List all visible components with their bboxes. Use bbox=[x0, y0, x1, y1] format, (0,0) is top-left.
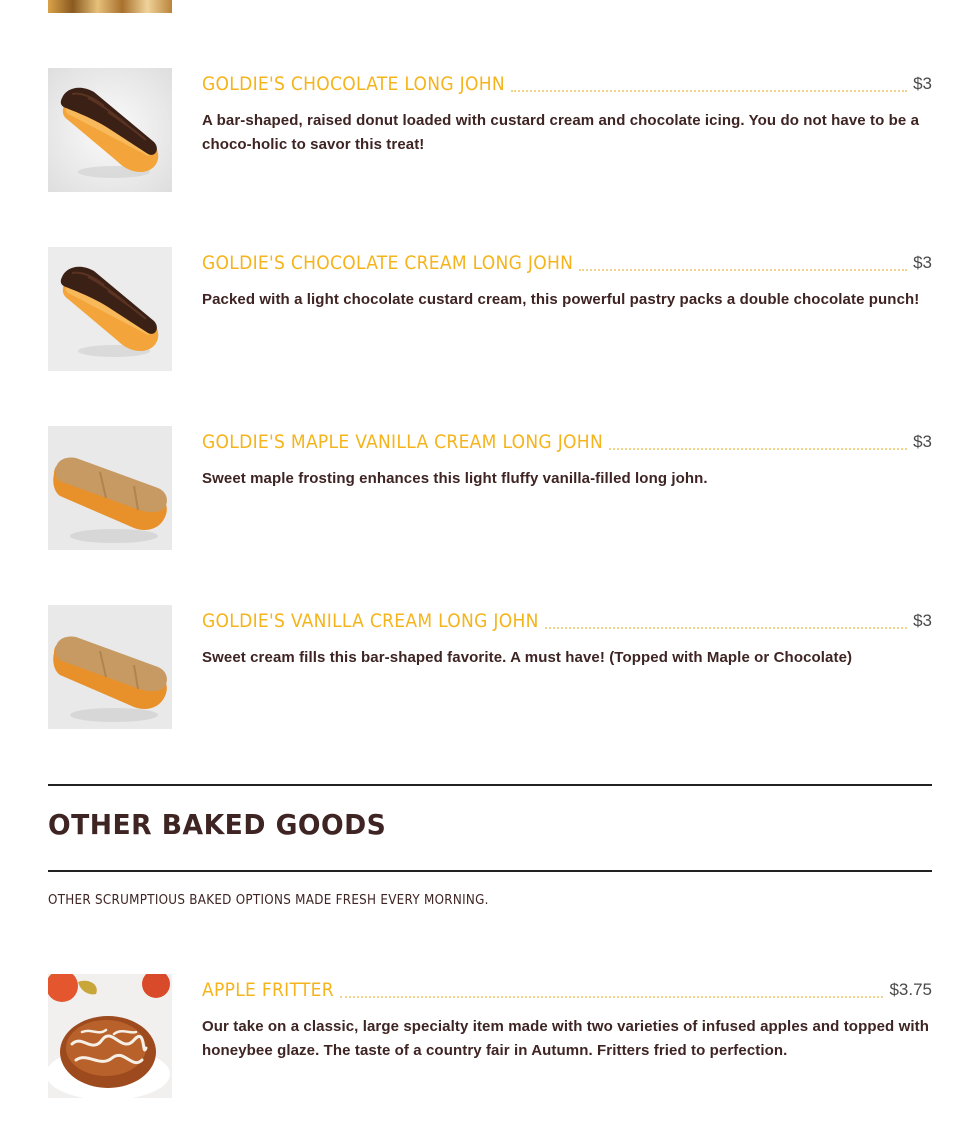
item-description: A bar-shaped, raised donut loaded with custard cream and chocolate icing. You do not have to be a choco-holic to savor this treat! bbox=[202, 112, 920, 153]
item-price: $3 bbox=[913, 611, 932, 630]
menu-item bbox=[48, 68, 932, 192]
item-price: $3 bbox=[913, 74, 932, 93]
item-price: $3 bbox=[913, 253, 932, 272]
dotted-leader bbox=[609, 448, 907, 450]
menu-item bbox=[48, 974, 932, 1098]
menu-item bbox=[48, 247, 932, 371]
dotted-leader bbox=[340, 996, 884, 998]
item-price: $3.75 bbox=[889, 980, 932, 999]
item-name[interactable]: GOLDIE'S CHOCOLATE CREAM LONG JOHN bbox=[202, 252, 574, 274]
menu-item bbox=[48, 605, 932, 729]
item-description: Our take on a classic, large specialty item made with two varieties of infused apples and topped with honeybee glaze. The taste of a country fair in Autumn. Fritters fried to perfection. bbox=[202, 1018, 929, 1059]
chocolate-long-john-photo bbox=[48, 247, 172, 371]
section-divider-bottom bbox=[48, 870, 932, 872]
section-title: OTHER BAKED GOODS bbox=[48, 808, 387, 841]
item-description: Sweet cream fills this bar-shaped favorite. A must have! (Topped with Maple or Chocolate) bbox=[202, 649, 853, 666]
dotted-leader bbox=[579, 269, 907, 271]
maple-long-john-photo bbox=[48, 426, 172, 550]
maple-long-john-photo bbox=[48, 605, 172, 729]
item-name[interactable]: GOLDIE'S CHOCOLATE LONG JOHN bbox=[202, 73, 505, 95]
item-price: $3 bbox=[913, 432, 932, 451]
section-divider-top bbox=[48, 784, 932, 786]
section-subtitle: OTHER SCRUMPTIOUS BAKED OPTIONS MADE FRESH EVERY MORNING. bbox=[48, 893, 489, 908]
item-description: Sweet maple frosting enhances this light fluffy vanilla-filled long john. bbox=[202, 470, 708, 487]
item-name[interactable]: GOLDIE'S MAPLE VANILLA CREAM LONG JOHN bbox=[202, 431, 604, 453]
item-description: Packed with a light chocolate custard cream, this powerful pastry packs a double chocolate punch! bbox=[202, 291, 920, 308]
item-name[interactable]: APPLE FRITTER bbox=[202, 979, 334, 1001]
chocolate-long-john-photo bbox=[48, 68, 172, 192]
apple-fritter-photo bbox=[48, 974, 172, 1098]
menu-item bbox=[48, 426, 932, 550]
item-name[interactable]: GOLDIE'S VANILLA CREAM LONG JOHN bbox=[202, 610, 539, 632]
dotted-leader bbox=[511, 90, 907, 92]
previous-item-photo bbox=[48, 0, 172, 13]
dotted-leader bbox=[545, 627, 907, 629]
